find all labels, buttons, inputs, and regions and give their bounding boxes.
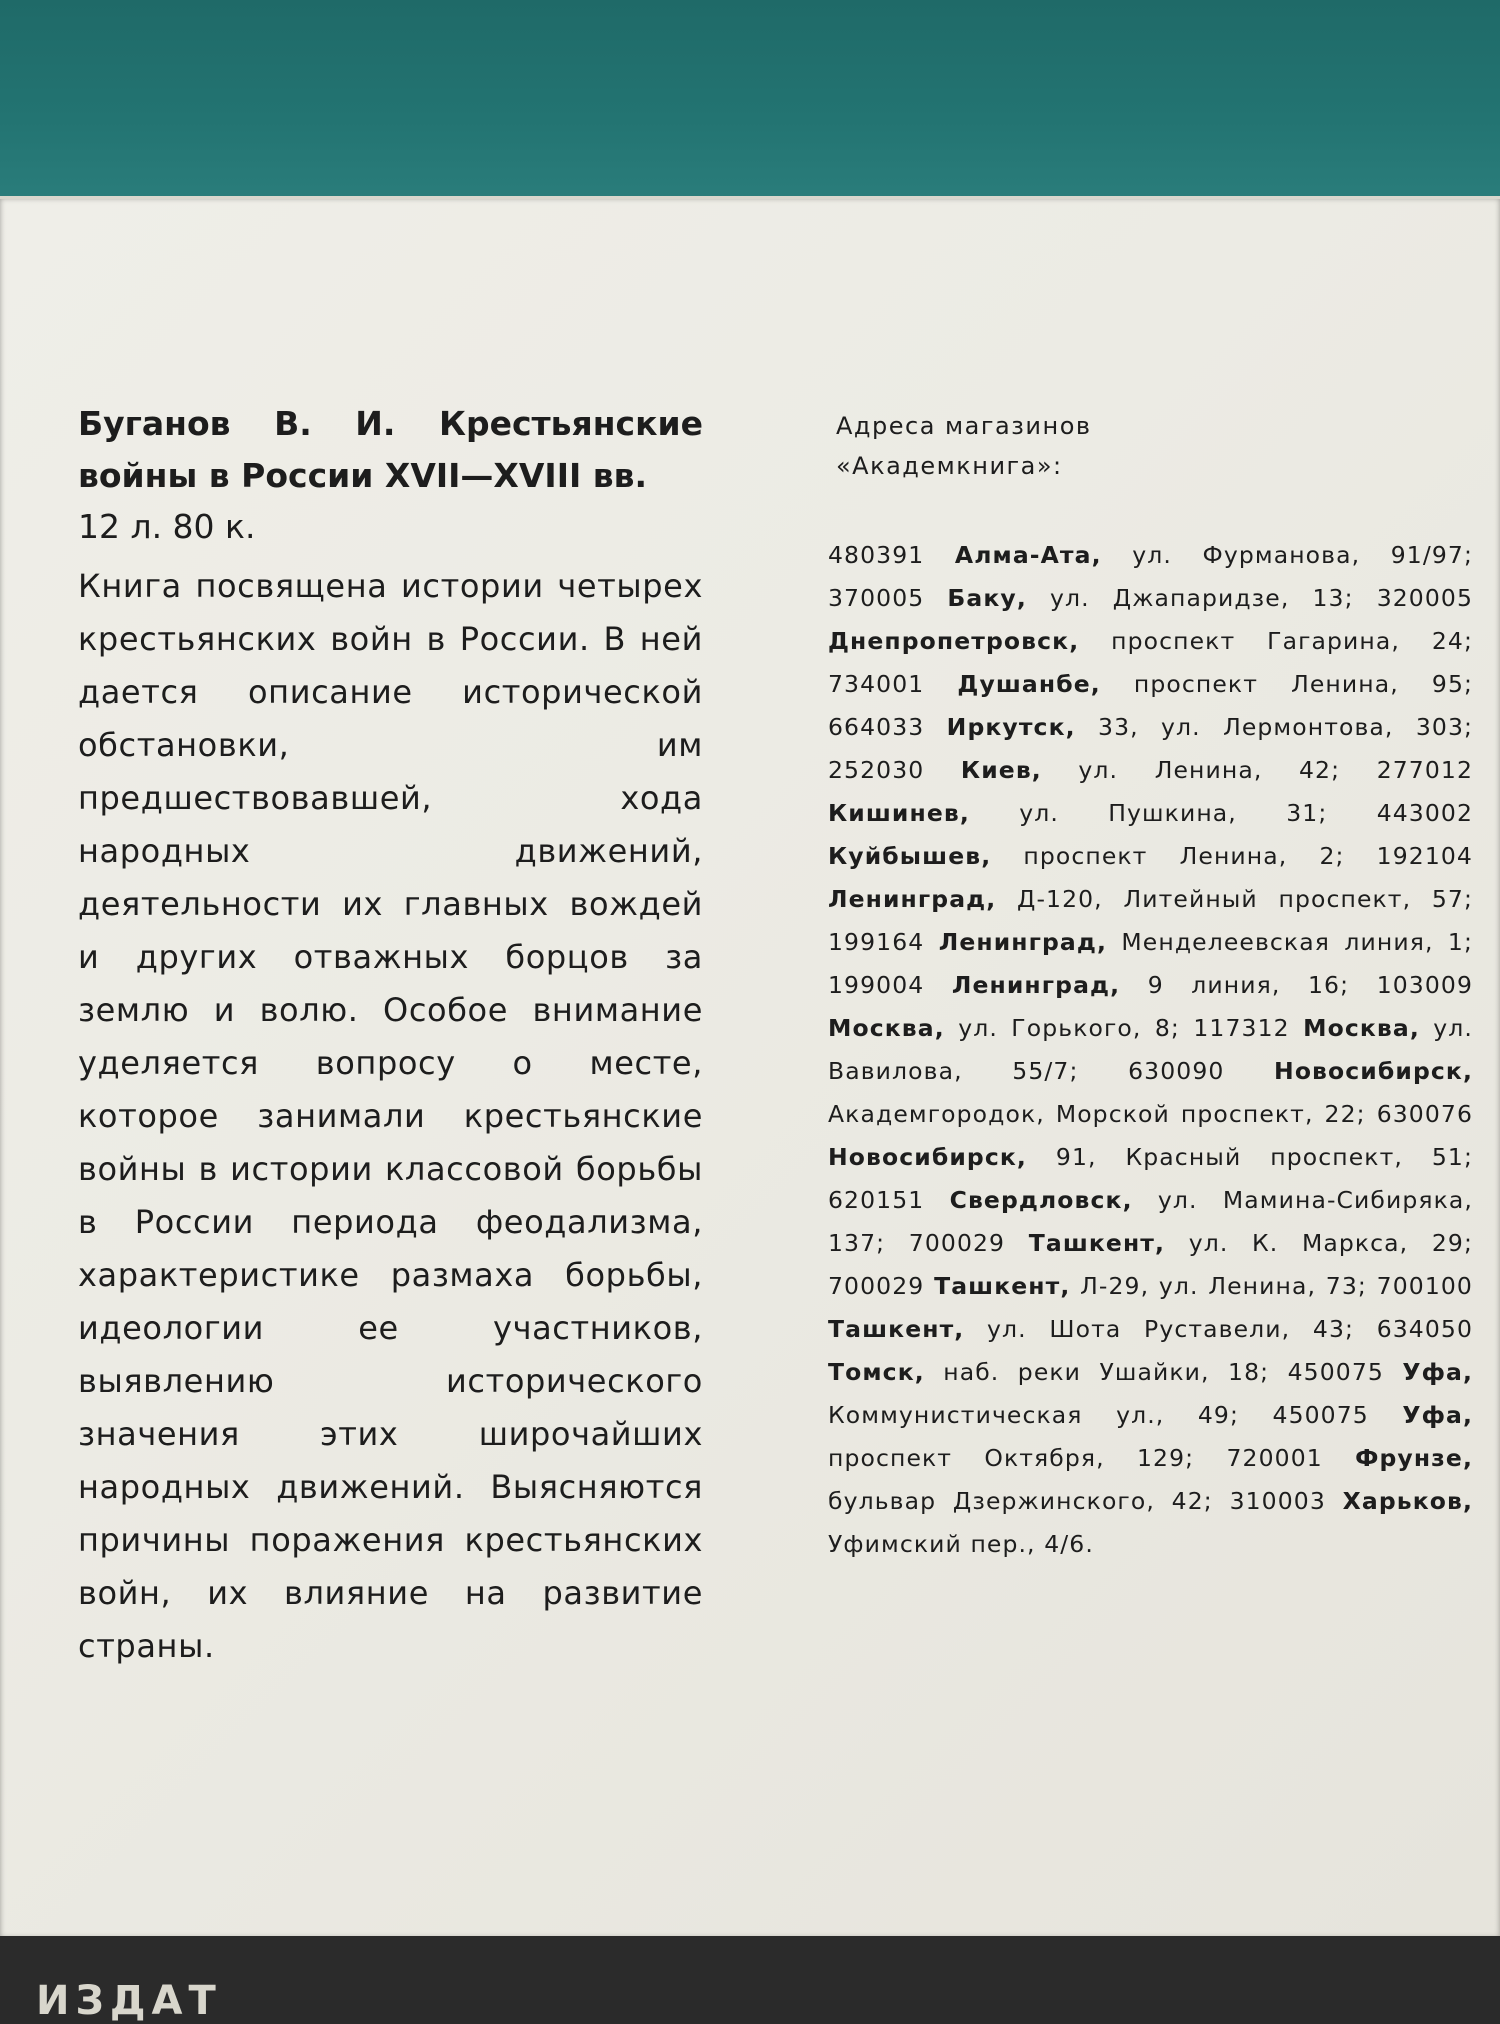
city-name: Харьков, [1342,1487,1473,1515]
stores-heading-line-2: «Академкнига»: [836,452,1063,480]
zip-code: 192104 [1376,842,1473,870]
street-address: проспект Гагарина, 24; [1111,627,1473,655]
zip-code: 734001 [828,670,925,698]
city-name: Томск, [828,1358,925,1386]
zip-code: 664033 [828,713,925,741]
street-address: ул. Шота Руставели, 43; [987,1315,1355,1343]
city-name: Фрунзе, [1355,1444,1473,1472]
city-name: Киев, [960,756,1042,784]
street-address: проспект Октября, 129; [828,1444,1195,1472]
address-entry [828,584,1354,612]
street-address: Уфимский пер., 4/6. [828,1530,1094,1558]
paper-top-edge [0,196,1500,199]
street-address: 33, ул. Лермонтова, 303; [1098,713,1474,741]
street-address: ул. Вавилова, 55/7; [828,1014,1473,1085]
zip-code: 480391 [828,541,925,569]
zip-code: 620151 [828,1186,925,1214]
book-announcement [78,398,703,1673]
city-name: Новосибирск, [1274,1057,1473,1085]
stores-heading [836,406,1473,486]
address-entry [828,713,1473,741]
zip-code: 450075 [1287,1358,1384,1386]
street-address: Коммунистическая ул., 49; [828,1401,1239,1429]
stores-heading-line-1: Адреса магазинов [836,412,1092,440]
street-address: 9 линия, 16; [1147,971,1350,999]
street-address: проспект Ленина, 2; [1023,842,1345,870]
street-address: ул. Джапаридзе, 13; [1049,584,1354,612]
zip-code: 443002 [1376,799,1474,827]
zip-code: 199164 [828,928,925,956]
street-address: ул. Пушкина, 31; [1019,799,1328,827]
book-price: 12 л. 80 к. [78,507,256,546]
city-name: Новосибирск, [828,1143,1027,1171]
address-entry [828,1272,1367,1300]
street-address: наб. реки Ушайки, 18; [943,1358,1270,1386]
city-name: Куйбышев, [828,842,992,870]
street-address: бульвар Дзержинского, 42; [828,1487,1213,1515]
city-name: Кишинев, [828,799,970,827]
address-entry [909,1229,1473,1257]
zip-code: 700029 [828,1272,925,1300]
street-address: Менделеевская линия, 1; [1121,928,1473,956]
zip-code: 320005 [1376,584,1474,612]
street-address: ул. Мамина-Сибиряка, 137; [828,1186,1473,1257]
city-name: Днепропетровск, [828,627,1080,655]
street-address: Д-120, Литейный проспект, 57; [1016,885,1473,913]
city-name: Москва, [828,1014,945,1042]
zip-code: 700029 [908,1229,1006,1257]
zip-code: 720001 [1226,1444,1323,1472]
city-name: Ташкент, [1028,1229,1166,1257]
street-address: ул. Ленина, 42; [1078,756,1341,784]
city-name: Ташкент, [828,1315,965,1343]
address-entry [828,971,1349,999]
city-name: Свердловск, [949,1186,1133,1214]
dark-bottom-band [0,1936,1500,2000]
street-address: ул. К. Маркса, 29; [1188,1229,1473,1257]
address-entry [828,541,1473,569]
street-address: ул. Горького, 8; [958,1014,1180,1042]
street-address: 91, Красный проспект, 51; [1055,1143,1473,1171]
zip-code: 630090 [1128,1057,1225,1085]
city-name: Иркутск, [946,713,1076,741]
city-name: Ленинград, [828,885,997,913]
book-description: Книга посвящена истории четырех крестьянских войн в России. В ней дается описание исторической обстановки, им предшествовавшей, хода народных движений, деятельности их главных вождей и других отважных борцов за землю и волю. Особое внимание уделяется вопросу о месте, которое занимали крестьянские войны в истории классовой борьбы в России периода феодализма, характеристике размаха борьбы, идеологии ее участников, выявлению исторического значения этих широчайших народных движений. Выясняются причины поражения крестьянских войн, их влияние на развитие страны. [78,567,703,1665]
address-list [828,534,1473,1566]
city-name: Алма-Ата, [954,541,1102,569]
zip-code: 252030 [828,756,925,784]
city-name: Баку, [947,584,1027,612]
street-address: проспект Ленина, 95; [1133,670,1474,698]
city-name: Уфа, [1402,1401,1473,1429]
city-name: Душанбе, [957,670,1101,698]
zip-code: 310003 [1229,1487,1326,1515]
address-entry [828,670,1473,698]
zip-code: 700100 [1376,1272,1473,1300]
zip-code: 634050 [1376,1315,1474,1343]
city-name: Ташкент, [934,1272,1071,1300]
city-name: Ленинград, [938,928,1107,956]
zip-code: 450075 [1272,1401,1369,1429]
street-address: Л-29, ул. Ленина, 73; [1080,1272,1367,1300]
city-name: Москва, [1303,1014,1420,1042]
address-entry [828,756,1340,784]
city-name: Ленинград, [951,971,1121,999]
zip-code: 277012 [1376,756,1474,784]
zip-code: 199004 [828,971,925,999]
address-entry [828,928,1473,956]
cropped-publisher-text: ИЗДАТ [36,1978,222,2024]
city-name: Уфа, [1402,1358,1473,1386]
zip-code: 117312 [1193,1014,1290,1042]
street-address: Академгородок, Морской проспект, 22; [828,1100,1366,1128]
store-addresses [828,406,1473,1566]
street-address: ул. Фурманова, 91/97; [1132,541,1473,569]
zip-code: 370005 [828,584,925,612]
book-title: Буганов В. И. Крестьянские войны в России XVII—XVIII вв. [78,404,703,495]
zip-code: 103009 [1376,971,1473,999]
zip-code: 630076 [1376,1100,1473,1128]
teal-cover-band [0,0,1500,200]
